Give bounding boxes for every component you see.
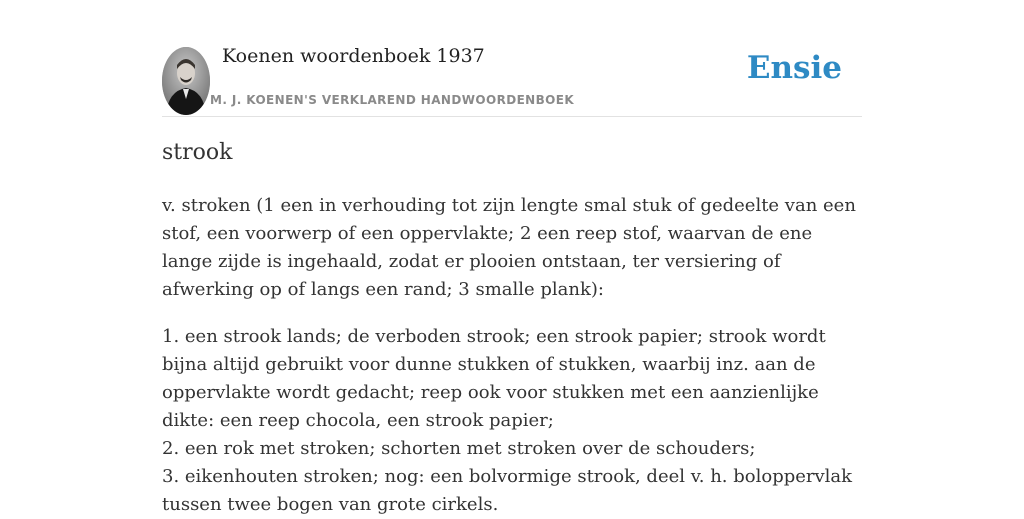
entry-headword: strook (162, 140, 233, 165)
portrait-image (162, 47, 210, 115)
entry-definition: v. stroken (1 een in verhouding tot zijn lengte smal stuk of gedeelte van een stof, een voorwerp of een oppervlakte; 2 een reep stof, waarvan de ene lange zijde is ingehaald, zodat er plooien ontstaan, ter versiering of afwerking op of langs een rand; 3 smalle plank): (162, 195, 856, 300)
book-title: Koenen woordenboek 1937 (222, 45, 485, 67)
author-portrait (162, 47, 210, 115)
ensie-logo-link[interactable]: Ensie (746, 50, 842, 86)
example-item: 1. een strook lands; de verboden strook; een strook papier; strook wordt bijna altijd gebruikt voor dunne stukken of stukken, waarbij inz. aan de oppervlakte wordt gedacht; reep ook voor stukken met een aanzienlijke dikte: een reep chocola, een strook papier; (162, 326, 826, 431)
example-item: 3. eikenhouten stroken; nog: een bolvormige strook, deel v. h. boloppervlak tussen twee bogen van grote cirkels. (162, 466, 853, 515)
example-item: 2. een rok met stroken; schorten met stroken over de schouders; (162, 438, 756, 459)
entry-examples (162, 323, 862, 519)
book-subtitle: M. J. KOENEN'S VERKLAREND HANDWOORDENBOEK (210, 93, 575, 107)
page (162, 0, 862, 515)
header (162, 0, 862, 117)
